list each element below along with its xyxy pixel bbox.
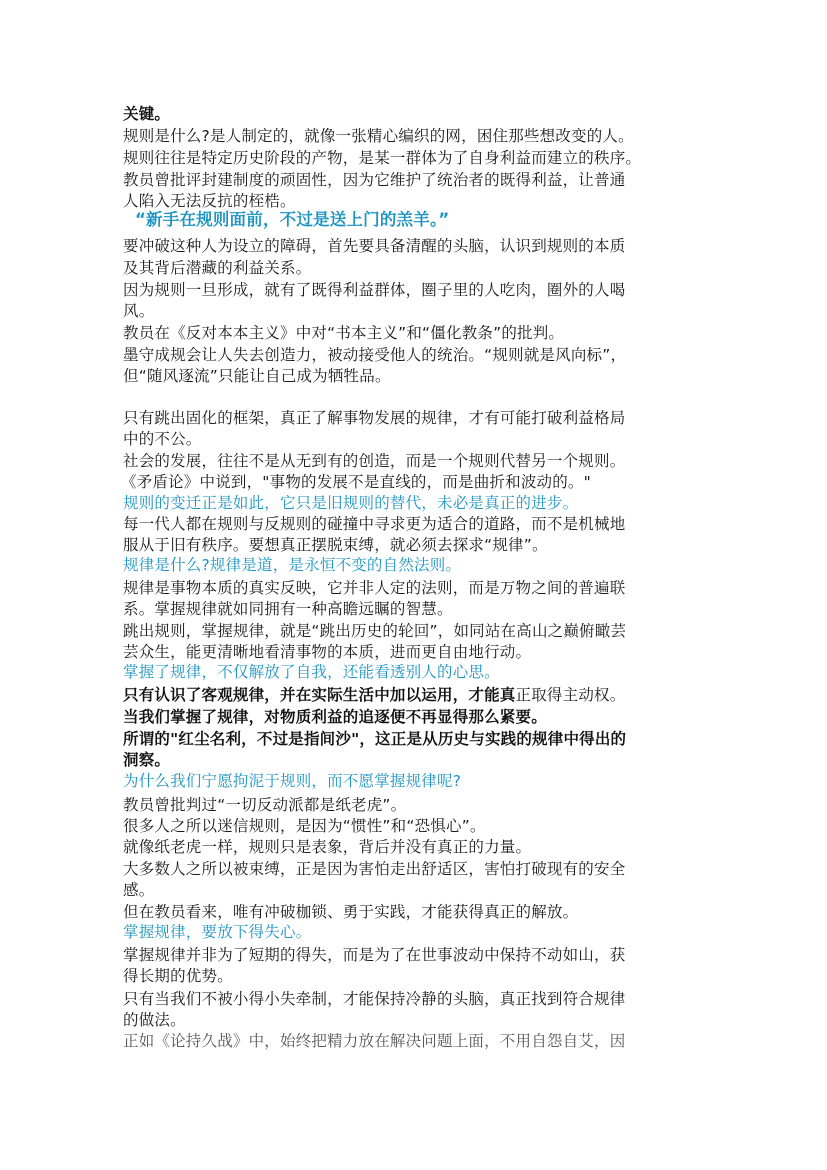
bold-span: 只有认识了客观规律，并在实际生活中加以运用，才能真 [123,686,516,704]
text-line: 因为规则一旦形成，就有了既得利益群体，圈子里的人吃肉，圈外的人喝 [123,281,626,299]
text-line: 人陷入无法反抗的桎梏。 [123,192,296,210]
text-line: 洞察。 [123,751,171,769]
highlight-quote: “新手在规则面前，不过是送上门的羔羊。” [135,210,450,229]
text-line: 感。 [123,881,155,899]
text-line: 得长期的优势。 [123,967,233,985]
highlight-line: 为什么我们宁愿拘泥于规则，而不愿掌握规律呢? [123,772,462,790]
text-line: 服从于旧有秩序。要想真正摆脱束缚，就必须去探求“规律”。 [123,536,548,554]
text-line: 所谓的"红尘名利，不过是指间沙"，这正是从历史与实践的规律中得出的 [123,730,627,748]
text-line: 要冲破这种人为设立的障碍，首先要具备清醒的头脑，认识到规则的本质 [123,237,626,255]
text-line: 就像纸老虎一样，规则只是表象，背后并没有真正的力量。 [123,838,532,856]
highlight-line: 掌握了规律，不仅解放了自我，还能看透别人的心思。 [123,663,500,681]
text-span: 正取得主动权。 [515,686,626,704]
text-line: 系。掌握规律就如同拥有一种高瞻远瞩的智慧。 [123,600,453,618]
text-line: 芸众生，能更清晰地看清事物的本质，进而更自由地行动。 [123,643,532,661]
text-line: 很多人之所以迷信规则，是因为“惯性”和“恐惧心”。 [123,817,486,835]
text-line: 规则是什么?是人制定的，就像一张精心编织的网，困住那些想改变的人。 [123,127,634,145]
text-line: 的做法。 [123,1011,186,1029]
text-line: 当我们掌握了规律，对物质利益的追逐便不再显得那么紧要。 [123,708,547,726]
text-line: 大多数人之所以被束缚，正是因为害怕走出舒适区，害怕打破现有的安全 [123,860,626,878]
text-line: 中的不公。 [123,430,202,448]
text-line [123,685,625,705]
text-line: 教员曾批评封建制度的顽固性，因为它维护了统治者的既得利益，让普通 [123,171,626,189]
highlight-line: 掌握规律，要放下得失心。 [123,923,312,941]
text-line: 墨守成规会让人失去创造力，被动接受他人的统治。“规则就是风向标”， [123,346,627,364]
text-line: 只有当我们不被小得小失牵制，才能保持冷静的头脑，真正找到符合规律 [123,990,626,1008]
text-line: 教员曾批判过“一切反动派都是纸老虎”。 [123,796,407,814]
text-line: 规律是事物本质的真实反映，它并非人定的法则，而是万物之间的普遍联 [123,579,626,597]
text-line: 每一代人都在规则与反规则的碰撞中寻求更为适合的道路，而不是机械地 [123,515,626,533]
highlight-line: 规律是什么?规律是道，是永恒不变的自然法则。 [123,556,462,574]
text-line: 风。 [123,302,155,320]
text-line: 教员在《反对本本主义》中对“书本主义”和“僵化教条”的批判。 [123,324,565,342]
text-line: 跳出规则，掌握规律，就是“跳出历史的轮回”，如同站在高山之巅俯瞰芸 [123,622,627,640]
text-line: 规则往往是特定历史阶段的产物，是某一群体为了自身利益而建立的秩序。 [123,149,642,167]
text-line: 掌握规律并非为了短期的得失，而是为了在世事波动中保持不动如山，获 [123,946,626,964]
text-line: 正如《论持久战》中，始终把精力放在解决问题上面，不用自怨自艾，因 [123,1032,626,1050]
text-line: 但“随风逐流”只能让自己成为牺牲品。 [123,367,391,385]
text-line: 社会的发展，往往不是从无到有的创造，而是一个规则代替另一个规则。 [123,452,626,470]
text-line: 《矛盾论》中说到，"事物的发展不是直线的，而是曲折和波动的。" [121,473,591,491]
text-line: 及其背后潜藏的利益关系。 [123,259,312,277]
text-line: 只有跳出固化的框架，真正了解事物发展的规律，才有可能打破利益格局 [123,409,626,427]
text-line: 但在教员看来，唯有冲破枷锁、勇于实践，才能获得真正的解放。 [123,903,579,921]
text-line: 关键。 [123,105,171,123]
highlight-line: 规则的变迁正是如此，它只是旧规则的替代，未必是真正的进步。 [123,494,579,512]
